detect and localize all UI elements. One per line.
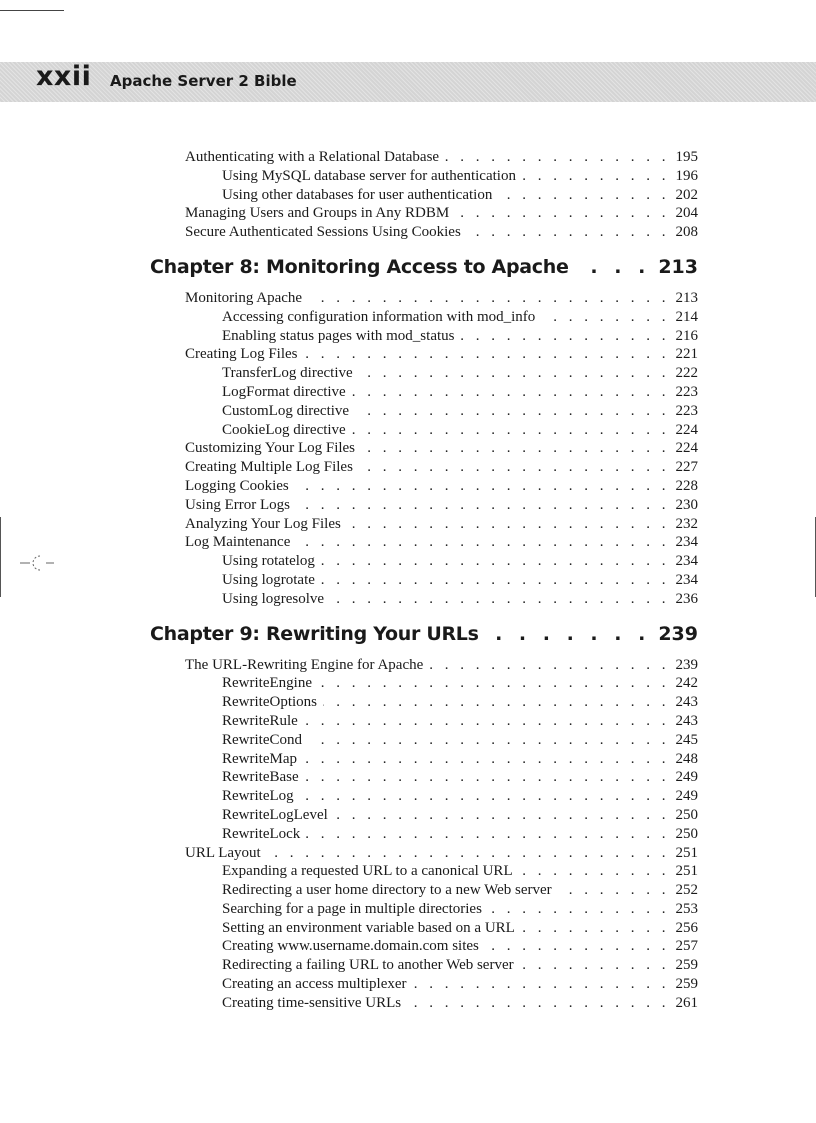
toc-subsection-entry [150, 919, 698, 938]
page-number: 261 [675, 994, 698, 1011]
page-number: 202 [675, 186, 698, 203]
page-number: 234 [675, 553, 698, 570]
dot-leader [519, 862, 670, 881]
dot-leader [296, 533, 669, 552]
page-number: 228 [675, 477, 698, 494]
page-number: 242 [675, 675, 698, 692]
page-number: 196 [675, 167, 698, 184]
left-margin-rule [0, 517, 1, 597]
entry-title: Creating www.username.domain.com sites [222, 938, 479, 955]
page-number: 204 [675, 205, 698, 222]
entry-title: Accessing configuration information with mod_info [222, 308, 536, 325]
toc-subsection-entry [150, 590, 698, 609]
dot-leader [577, 248, 651, 286]
entry-title: Creating Multiple Log Files [185, 459, 353, 476]
corner-rule [0, 10, 64, 11]
toc-subsection-entry [150, 364, 698, 383]
entry-title: Using other databases for user authentication [222, 186, 493, 203]
dot-leader [522, 167, 670, 186]
toc-section-entry [150, 496, 698, 515]
entry-title: Enabling status pages with mod_status [222, 327, 455, 344]
page-number: 253 [675, 900, 698, 917]
entry-title: Searching for a page in multiple directories [222, 900, 482, 917]
toc-subsection-entry [150, 327, 698, 346]
dot-leader [488, 900, 670, 919]
toc-subsection-entry [150, 731, 698, 750]
entry-title: CookieLog directive [222, 421, 346, 438]
dot-leader [352, 421, 670, 440]
dot-leader [485, 937, 670, 956]
running-title: Apache Server 2 Bible [110, 72, 297, 90]
dot-leader [347, 515, 670, 534]
toc-section-entry [150, 289, 698, 308]
dot-leader [295, 477, 670, 496]
toc-section-entry [150, 204, 698, 223]
toc-subsection-entry [150, 712, 698, 731]
page-number: 213 [658, 255, 698, 278]
toc-section-entry [150, 458, 698, 477]
page-number: 239 [658, 622, 698, 645]
page-number: 249 [675, 788, 698, 805]
page-number: 208 [675, 224, 698, 241]
entry-title: Using logresolve [222, 590, 325, 607]
entry-title: Using Error Logs [185, 496, 290, 513]
toc-subsection-entry [150, 994, 698, 1013]
toc-section-entry [150, 223, 698, 242]
dot-leader [321, 552, 670, 571]
toc-subsection-entry [150, 552, 698, 571]
entry-title: The URL-Rewriting Engine for Apache [185, 656, 424, 673]
entry-title: RewriteRule [222, 712, 298, 729]
dot-leader [429, 656, 669, 675]
dot-leader [487, 615, 651, 653]
entry-title: CustomLog directive [222, 402, 350, 419]
dot-leader [359, 458, 670, 477]
entry-title: RewriteLogLevel [222, 806, 328, 823]
page-number: 214 [675, 308, 698, 325]
dot-leader [521, 919, 670, 938]
toc-section-entry [150, 656, 698, 675]
dot-leader [455, 204, 669, 223]
entry-title: RewriteOptions [222, 694, 317, 711]
page-number: 224 [675, 440, 698, 457]
page-number: 245 [675, 731, 698, 748]
entry-title: Expanding a requested URL to a canonical URL [222, 863, 513, 880]
dot-leader [305, 768, 670, 787]
entry-title: Monitoring Apache [185, 289, 303, 306]
dot-leader [498, 186, 669, 205]
entry-title: LogFormat directive [222, 383, 346, 400]
page-number: 234 [675, 571, 698, 588]
dot-leader [361, 439, 669, 458]
page-number: 248 [675, 750, 698, 767]
toc-subsection-entry [150, 167, 698, 186]
page-number: 216 [675, 327, 698, 344]
entry-title: Chapter 9: Rewriting Your URLs [150, 622, 479, 645]
toc-subsection-entry [150, 186, 698, 205]
entry-title: URL Layout [185, 844, 261, 861]
page-number: 224 [675, 421, 698, 438]
toc-section-entry [150, 148, 698, 167]
entry-title: Using rotatelog [222, 553, 315, 570]
dot-leader [445, 148, 669, 167]
toc-subsection-entry [150, 806, 698, 825]
entry-title: RewriteLog [222, 788, 294, 805]
toc-subsection-entry [150, 571, 698, 590]
page-number: 227 [675, 459, 698, 476]
dot-leader [460, 327, 669, 346]
page-number: 243 [675, 712, 698, 729]
dot-leader [296, 496, 670, 515]
table-of-contents [150, 148, 698, 1013]
toc-section-entry [150, 844, 698, 863]
toc-section-entry [150, 345, 698, 364]
toc-subsection-entry [150, 937, 698, 956]
page-number: 213 [675, 289, 698, 306]
toc-subsection-entry [150, 956, 698, 975]
page-number: 251 [675, 844, 698, 861]
chapter-heading [150, 615, 698, 653]
toc-subsection-entry [150, 693, 698, 712]
toc-subsection-entry [150, 862, 698, 881]
entry-title: RewriteCond [222, 731, 302, 748]
dot-leader [304, 712, 670, 731]
toc-subsection-entry [150, 402, 698, 421]
toc-subsection-entry [150, 674, 698, 693]
dot-leader [334, 806, 670, 825]
toc-subsection-entry [150, 881, 698, 900]
entry-title: Secure Authenticated Sessions Using Cookies [185, 224, 461, 241]
page-number: 259 [675, 976, 698, 993]
dot-leader [300, 787, 670, 806]
page-number: 236 [675, 590, 698, 607]
dot-leader [308, 731, 670, 750]
entry-title: Chapter 8: Monitoring Access to Apache [150, 255, 569, 278]
dot-leader [330, 590, 669, 609]
dot-leader [541, 308, 669, 327]
entry-title: Authenticating with a Relational Database [185, 149, 440, 165]
page-number: 259 [675, 957, 698, 974]
page-number: 222 [675, 365, 698, 382]
toc-subsection-entry [150, 975, 698, 994]
toc-subsection-entry [150, 308, 698, 327]
page-number: 252 [675, 882, 698, 899]
dot-leader [413, 975, 670, 994]
entry-title: Using logrotate [222, 571, 315, 588]
entry-title: Using MySQL database server for authentication [222, 167, 516, 184]
entry-title: Analyzing Your Log Files [185, 515, 341, 532]
page-number: 230 [675, 496, 698, 513]
page-number: 234 [675, 534, 698, 551]
page-folio: xxii [36, 61, 92, 92]
entry-title: TransferLog directive [222, 365, 353, 382]
dot-leader [304, 345, 670, 364]
entry-title: RewriteEngine [222, 675, 312, 692]
entry-title: Managing Users and Groups in Any RDBM [185, 205, 450, 222]
dot-leader [323, 693, 670, 712]
dot-leader [467, 223, 670, 242]
entry-title: Redirecting a user home directory to a new Web server [222, 882, 552, 899]
page-number: 250 [675, 825, 698, 842]
entry-title: Redirecting a failing URL to another Web server [222, 957, 514, 974]
entry-title: Customizing Your Log Files [185, 440, 356, 457]
toc-subsection-entry [150, 383, 698, 402]
entry-title: RewriteBase [222, 769, 299, 786]
page-number: 221 [675, 346, 698, 363]
page-number: 239 [675, 656, 698, 673]
dot-leader [308, 289, 669, 308]
page-number: 257 [675, 938, 698, 955]
registration-mark-icon [18, 548, 58, 578]
entry-title: Creating time-sensitive URLs [222, 994, 402, 1011]
entry-title: Logging Cookies [185, 477, 289, 494]
dot-leader [267, 844, 670, 863]
dot-leader [318, 674, 670, 693]
toc-subsection-entry [150, 825, 698, 844]
toc-subsection-entry [150, 787, 698, 806]
toc-subsection-entry [150, 768, 698, 787]
dot-leader [359, 364, 670, 383]
toc-subsection-entry [150, 750, 698, 769]
page-number: 256 [675, 919, 698, 936]
page-number: 223 [675, 402, 698, 419]
dot-leader [407, 994, 669, 1013]
dot-leader [321, 571, 670, 590]
dot-leader [558, 881, 670, 900]
toc-section-entry [150, 533, 698, 552]
page-number: 249 [675, 769, 698, 786]
dot-leader [355, 402, 669, 421]
page-number: 223 [675, 383, 698, 400]
entry-title: RewriteLock [222, 825, 301, 842]
dot-leader [303, 750, 670, 769]
dot-leader [352, 383, 670, 402]
entry-title: RewriteMap [222, 750, 297, 767]
toc-section-entry [150, 439, 698, 458]
entry-title: Creating an access multiplexer [222, 976, 407, 993]
chapter-heading [150, 248, 698, 286]
toc-subsection-entry [150, 421, 698, 440]
page-number: 251 [675, 863, 698, 880]
entry-title: Setting an environment variable based on a URL [222, 919, 515, 936]
page-number: 232 [675, 515, 698, 532]
toc-subsection-entry [150, 900, 698, 919]
toc-section-entry [150, 515, 698, 534]
dot-leader [306, 825, 669, 844]
page-number: 195 [675, 149, 698, 165]
page-number: 243 [675, 694, 698, 711]
entry-title: Creating Log Files [185, 346, 298, 363]
entry-title: Log Maintenance [185, 534, 291, 551]
page-number: 250 [675, 806, 698, 823]
dot-leader [520, 956, 670, 975]
toc-section-entry [150, 477, 698, 496]
